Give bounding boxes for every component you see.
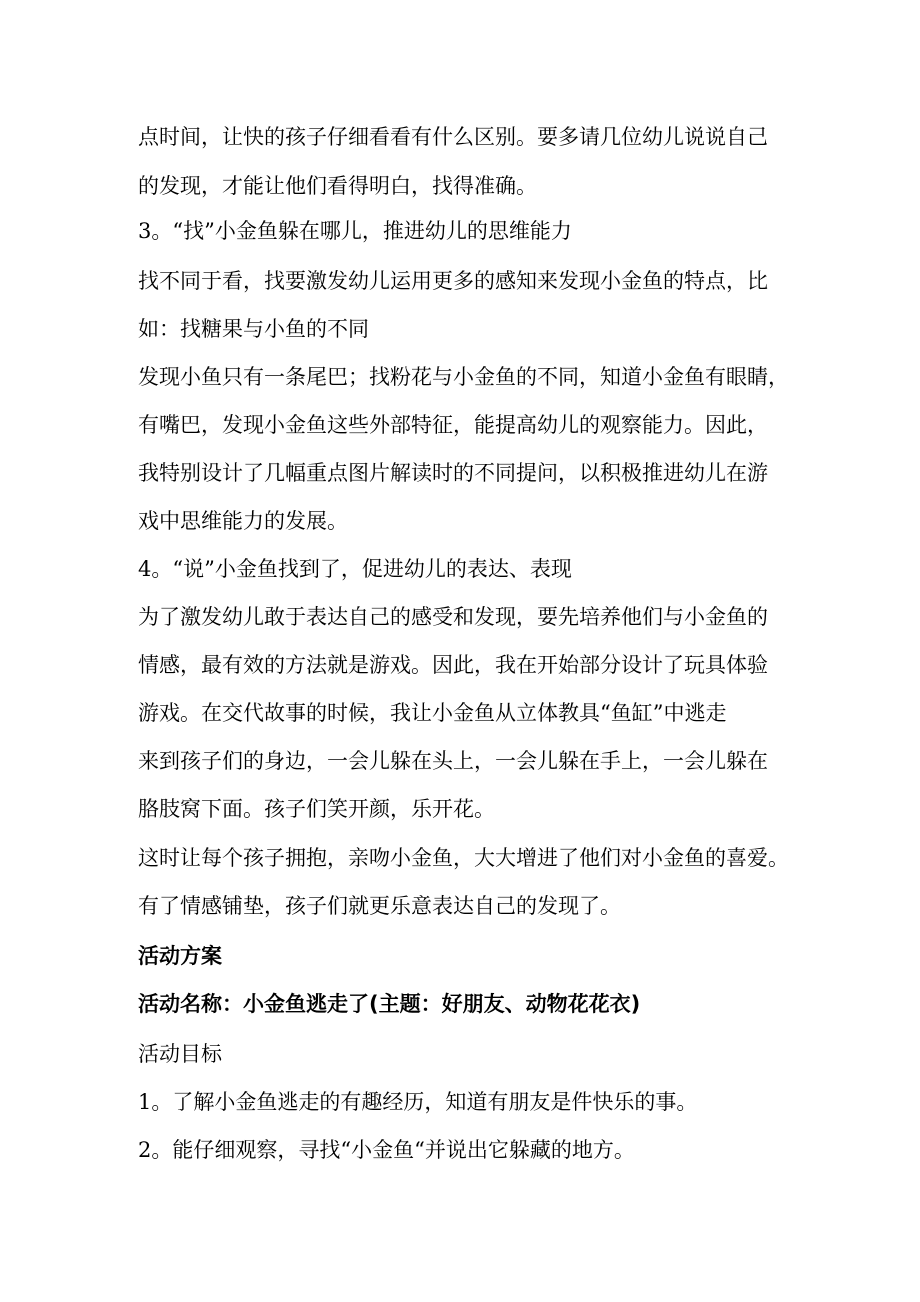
paragraph-line: 情感，最有效的方法就是游戏。因此，我在开始部分设计了玩具体验 [138,653,768,677]
paragraph-line: 的发现，才能让他们看得明白，找得准确。 [138,174,537,198]
paragraph-line: 为了激发幼儿敢于表达自己的感受和发现，要先培养他们与小金鱼的 [138,605,768,629]
activity-name: 活动名称：小金鱼逃走了(主题：好朋友、动物花花衣) [138,992,641,1016]
goal-item-1: 1。了解小金鱼逃走的有趣经历，知道有朋友是件快乐的事。 [138,1090,698,1114]
goal-item-2: 2。能仔细观察，寻找“小金鱼“并说出它躲藏的地方。 [138,1138,635,1162]
paragraph-line: 这时让每个孩子拥抱，亲吻小金鱼，大大增进了他们对小金鱼的喜爱。 [138,846,789,870]
paragraph-line: 我特别设计了几幅重点图片解读时的不同提问，以积极推进幼儿在游 [138,461,768,485]
paragraph-line: 游戏。在交代故事的时候，我让小金鱼从立体教具“鱼缸”中逃走 [138,701,727,725]
paragraph-line: 有嘴巴，发现小金鱼这些外部特征，能提高幼儿的观察能力。因此， [138,413,768,437]
paragraph-line: 戏中思维能力的发展。 [138,509,348,533]
paragraph-line: 有了情感铺垫，孩子们就更乐意表达自己的发现了。 [138,894,621,918]
section-heading-4: 4。“说”小金鱼找到了，促进幼儿的表达、表现 [138,557,572,581]
paragraph-line: 如：找糖果与小鱼的不同 [138,317,369,341]
paragraph-line: 胳肢窝下面。孩子们笑开颜，乐开花。 [138,797,495,821]
paragraph-line: 找不同于看，找要激发幼儿运用更多的感知来发现小金鱼的特点，比 [138,269,768,293]
section-heading-3: 3。“找”小金鱼躲在哪儿，推进幼儿的思维能力 [138,219,572,243]
paragraph-line: 点时间，让快的孩子仔细看看有什么区别。要多请几位幼儿说说自己 [138,125,768,149]
goals-heading: 活动目标 [138,1042,222,1066]
paragraph-line: 来到孩子们的身边，一会儿躲在头上，一会儿躲在手上，一会儿躲在 [138,749,768,773]
plan-heading: 活动方案 [138,944,222,968]
paragraph-line: 发现小鱼只有一条尾巴；找粉花与小金鱼的不同，知道小金鱼有眼睛， [138,365,789,389]
